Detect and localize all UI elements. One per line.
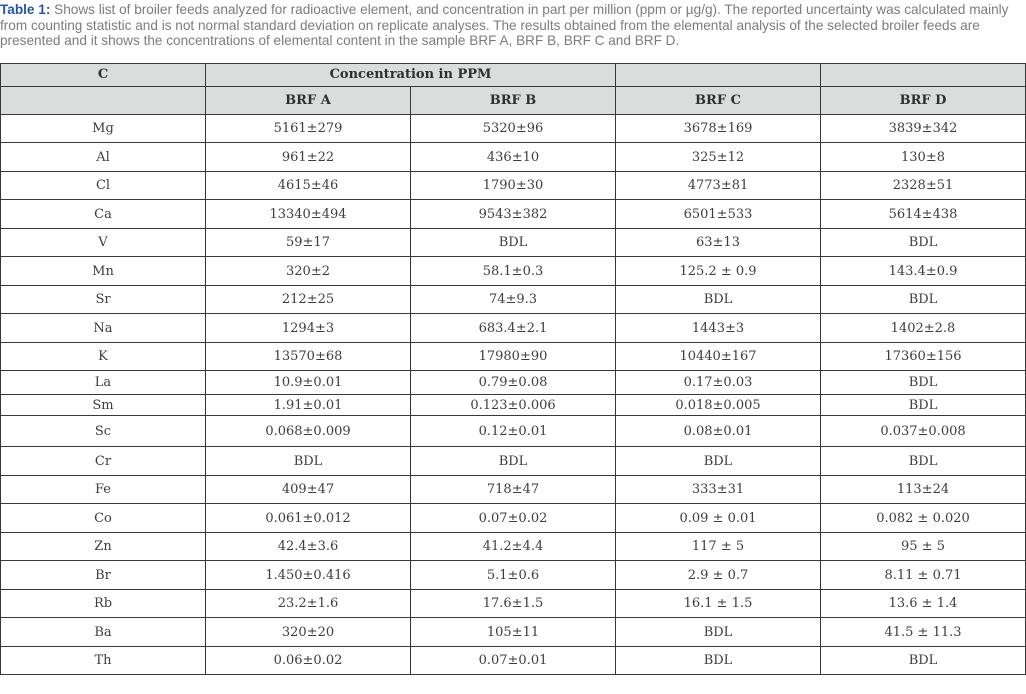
concentration-value-cell: 42.4±3.6 xyxy=(206,532,411,561)
table-row xyxy=(1,395,1026,416)
concentration-value-cell: 0.018±0.005 xyxy=(616,395,821,416)
header-sample-brf-c: BRF C xyxy=(616,86,821,114)
concentration-value-cell: BDL xyxy=(206,447,411,476)
concentration-value-cell: 436±10 xyxy=(411,143,616,172)
concentration-value-cell: 63±13 xyxy=(616,228,821,257)
concentration-value-cell: BDL xyxy=(616,618,821,647)
concentration-value-cell: 0.061±0.012 xyxy=(206,504,411,533)
element-symbol-cell: Sm xyxy=(1,395,206,416)
concentration-value-cell: 5614±438 xyxy=(821,200,1026,229)
concentration-value-cell: 0.07±0.01 xyxy=(411,646,616,675)
concentration-value-cell: 0.12±0.01 xyxy=(411,416,616,447)
concentration-value-cell: 3839±342 xyxy=(821,114,1026,143)
table-row xyxy=(1,447,1026,476)
caption-text: Shows list of broiler feeds analyzed for radioactive element, and concentration in part per million (ppm or µg/g). The reported uncertainty was calculated mainly from counting statistic and is not normal standard deviation on replicate analyses. The results obtained from the elemental analysis of the selected broiler feeds are presented and it shows the concentrations of elemental content in the sample BRF A, BRF B, BRF C and BRF D. xyxy=(0,2,1009,49)
concentration-table xyxy=(0,63,1026,676)
concentration-value-cell: 74±9.3 xyxy=(411,285,616,314)
concentration-value-cell: 10.9±0.01 xyxy=(206,371,411,395)
concentration-value-cell: 320±2 xyxy=(206,257,411,286)
concentration-value-cell: 0.037±0.008 xyxy=(821,416,1026,447)
element-symbol-cell: Ca xyxy=(1,200,206,229)
concentration-value-cell: 105±11 xyxy=(411,618,616,647)
element-symbol-cell: Zn xyxy=(1,532,206,561)
concentration-value-cell: BDL xyxy=(821,371,1026,395)
concentration-value-cell: 683.4±2.1 xyxy=(411,314,616,343)
concentration-value-cell: BDL xyxy=(411,228,616,257)
concentration-value-cell: 0.79±0.08 xyxy=(411,371,616,395)
table-row xyxy=(1,228,1026,257)
concentration-value-cell: 0.08±0.01 xyxy=(616,416,821,447)
element-symbol-cell: Al xyxy=(1,143,206,172)
concentration-value-cell: 1790±30 xyxy=(411,171,616,200)
table-row xyxy=(1,646,1026,675)
element-symbol-cell: Th xyxy=(1,646,206,675)
table-row xyxy=(1,371,1026,395)
table-row xyxy=(1,475,1026,504)
table-row xyxy=(1,314,1026,343)
concentration-value-cell: 17360±156 xyxy=(821,342,1026,371)
concentration-value-cell: 333±31 xyxy=(616,475,821,504)
element-symbol-cell: Mn xyxy=(1,257,206,286)
concentration-value-cell: 5320±96 xyxy=(411,114,616,143)
concentration-value-cell: 5161±279 xyxy=(206,114,411,143)
concentration-value-cell: 95 ± 5 xyxy=(821,532,1026,561)
element-symbol-cell: Sr xyxy=(1,285,206,314)
concentration-value-cell: 113±24 xyxy=(821,475,1026,504)
element-symbol-cell: Sc xyxy=(1,416,206,447)
table-row xyxy=(1,143,1026,172)
table-row xyxy=(1,257,1026,286)
table-row xyxy=(1,416,1026,447)
concentration-value-cell: 0.082 ± 0.020 xyxy=(821,504,1026,533)
concentration-value-cell: BDL xyxy=(616,646,821,675)
table-row xyxy=(1,285,1026,314)
header-sample-row xyxy=(1,86,1026,114)
table-row xyxy=(1,561,1026,590)
concentration-value-cell: 17980±90 xyxy=(411,342,616,371)
concentration-value-cell: 1294±3 xyxy=(206,314,411,343)
concentration-value-cell: 0.09 ± 0.01 xyxy=(616,504,821,533)
concentration-value-cell: 23.2±1.6 xyxy=(206,589,411,618)
table-row xyxy=(1,532,1026,561)
concentration-value-cell: 130±8 xyxy=(821,143,1026,172)
concentration-value-cell: 41.2±4.4 xyxy=(411,532,616,561)
concentration-value-cell: 10440±167 xyxy=(616,342,821,371)
element-symbol-cell: Rb xyxy=(1,589,206,618)
concentration-value-cell: 212±25 xyxy=(206,285,411,314)
header-sample-brf-b: BRF B xyxy=(411,86,616,114)
concentration-value-cell: 325±12 xyxy=(616,143,821,172)
concentration-value-cell: 143.4±0.9 xyxy=(821,257,1026,286)
header-empty-cell-brfc xyxy=(616,63,821,86)
concentration-value-cell: 41.5 ± 11.3 xyxy=(821,618,1026,647)
table-row xyxy=(1,342,1026,371)
concentration-value-cell: 1.450±0.416 xyxy=(206,561,411,590)
element-symbol-cell: La xyxy=(1,371,206,395)
element-symbol-cell: Mg xyxy=(1,114,206,143)
table-row xyxy=(1,618,1026,647)
concentration-value-cell: 409±47 xyxy=(206,475,411,504)
concentration-value-cell: BDL xyxy=(821,447,1026,476)
concentration-value-cell: 5.1±0.6 xyxy=(411,561,616,590)
concentration-value-cell: 117 ± 5 xyxy=(616,532,821,561)
header-empty-cell-brfd xyxy=(821,63,1026,86)
concentration-value-cell: 961±22 xyxy=(206,143,411,172)
table-body xyxy=(1,114,1026,675)
element-symbol-cell: Cr xyxy=(1,447,206,476)
concentration-value-cell: 58.1±0.3 xyxy=(411,257,616,286)
element-symbol-cell: K xyxy=(1,342,206,371)
concentration-value-cell: 6501±533 xyxy=(616,200,821,229)
table-header xyxy=(1,63,1026,114)
concentration-value-cell: 8.11 ± 0.71 xyxy=(821,561,1026,590)
concentration-value-cell: 0.068±0.009 xyxy=(206,416,411,447)
table-row xyxy=(1,200,1026,229)
table-caption xyxy=(0,0,1026,49)
concentration-value-cell: 16.1 ± 1.5 xyxy=(616,589,821,618)
concentration-value-cell: 3678±169 xyxy=(616,114,821,143)
table-row xyxy=(1,589,1026,618)
concentration-value-cell: BDL xyxy=(411,447,616,476)
element-symbol-cell: Co xyxy=(1,504,206,533)
element-symbol-cell: Na xyxy=(1,314,206,343)
concentration-value-cell: 2.9 ± 0.7 xyxy=(616,561,821,590)
table-row xyxy=(1,114,1026,143)
concentration-value-cell: 1402±2.8 xyxy=(821,314,1026,343)
concentration-value-cell: 2328±51 xyxy=(821,171,1026,200)
concentration-value-cell: 0.07±0.02 xyxy=(411,504,616,533)
caption-label: Table 1: xyxy=(0,2,51,17)
concentration-value-cell: 125.2 ± 0.9 xyxy=(616,257,821,286)
concentration-value-cell: 320±20 xyxy=(206,618,411,647)
concentration-value-cell: 1.91±0.01 xyxy=(206,395,411,416)
concentration-value-cell: 13.6 ± 1.4 xyxy=(821,589,1026,618)
concentration-value-cell: 4615±46 xyxy=(206,171,411,200)
concentration-value-cell: 59±17 xyxy=(206,228,411,257)
element-symbol-cell: Br xyxy=(1,561,206,590)
concentration-value-cell: BDL xyxy=(821,285,1026,314)
header-group-row xyxy=(1,63,1026,86)
concentration-value-cell: 0.17±0.03 xyxy=(616,371,821,395)
element-symbol-cell: V xyxy=(1,228,206,257)
element-symbol-cell: Ba xyxy=(1,618,206,647)
header-element-col: C xyxy=(1,63,206,86)
table-row xyxy=(1,504,1026,533)
header-group-label: Concentration in PPM xyxy=(206,63,616,86)
concentration-value-cell: 17.6±1.5 xyxy=(411,589,616,618)
concentration-value-cell: 13340±494 xyxy=(206,200,411,229)
concentration-value-cell: BDL xyxy=(616,447,821,476)
element-symbol-cell: Fe xyxy=(1,475,206,504)
concentration-value-cell: BDL xyxy=(821,228,1026,257)
concentration-value-cell: 4773±81 xyxy=(616,171,821,200)
element-symbol-cell: Cl xyxy=(1,171,206,200)
table-row xyxy=(1,171,1026,200)
header-empty-cell-element xyxy=(1,86,206,114)
concentration-value-cell: BDL xyxy=(821,646,1026,675)
header-sample-brf-a: BRF A xyxy=(206,86,411,114)
concentration-value-cell: 0.123±0.006 xyxy=(411,395,616,416)
header-sample-brf-d: BRF D xyxy=(821,86,1026,114)
concentration-value-cell: 0.06±0.02 xyxy=(206,646,411,675)
concentration-value-cell: 9543±382 xyxy=(411,200,616,229)
concentration-value-cell: 718±47 xyxy=(411,475,616,504)
concentration-value-cell: BDL xyxy=(821,395,1026,416)
concentration-value-cell: 13570±68 xyxy=(206,342,411,371)
concentration-value-cell: BDL xyxy=(616,285,821,314)
concentration-value-cell: 1443±3 xyxy=(616,314,821,343)
